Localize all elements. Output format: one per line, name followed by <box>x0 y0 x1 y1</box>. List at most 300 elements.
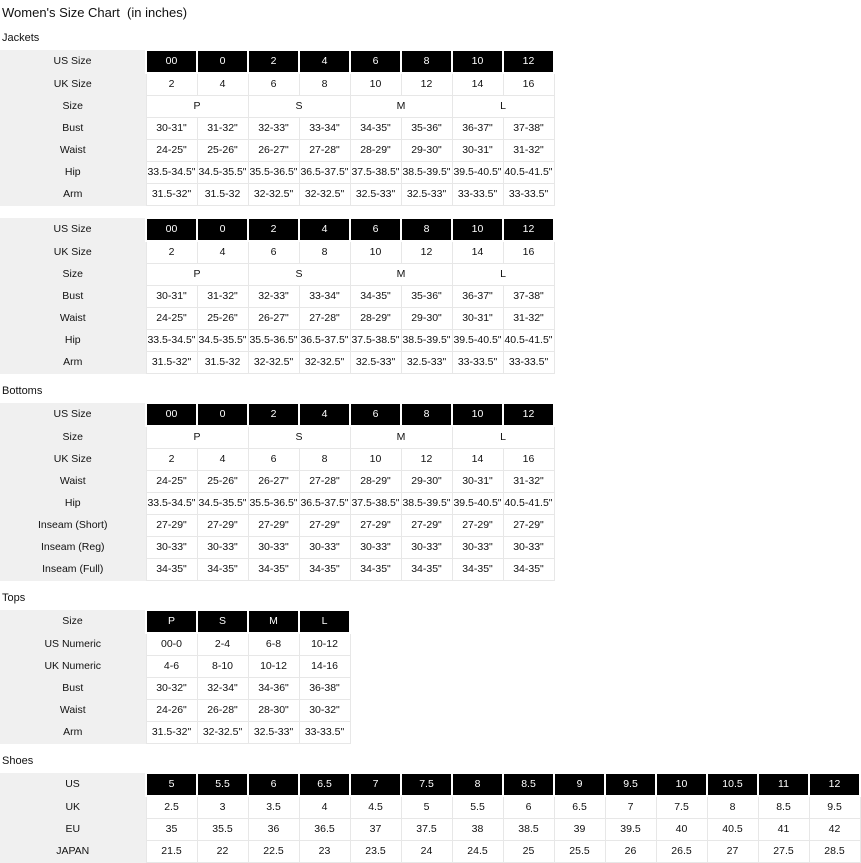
size-header-cell: 7 <box>350 773 401 796</box>
value-cell: 37.5 <box>401 819 452 841</box>
value-cell: 25 <box>503 841 554 863</box>
table-row <box>0 140 554 162</box>
value-cell: 2-4 <box>197 633 248 656</box>
row-label: Arm <box>0 184 146 206</box>
value-cell: 4 <box>197 449 248 471</box>
value-cell: 35.5-36.5" <box>248 162 299 184</box>
value-cell: S <box>248 264 350 286</box>
value-cell: 30-33" <box>401 537 452 559</box>
value-cell: 25-26" <box>197 140 248 162</box>
size-header-cell: P <box>146 610 197 633</box>
table-row <box>0 610 350 633</box>
value-cell: 33.5-34.5" <box>146 162 197 184</box>
value-cell: 27-29" <box>146 515 197 537</box>
value-cell: 27-29" <box>248 515 299 537</box>
size-header-cell: 10.5 <box>707 773 758 796</box>
value-cell: 32.5-33" <box>248 722 299 744</box>
value-cell: 33-34" <box>299 118 350 140</box>
section-label-bottoms: Bottoms <box>2 385 43 397</box>
value-cell: 30-33" <box>350 537 401 559</box>
value-cell: 14-16 <box>299 656 350 678</box>
row-label: Size <box>0 96 146 118</box>
value-cell: 31.5-32 <box>197 352 248 374</box>
value-cell: M <box>350 264 452 286</box>
value-cell: 36-37" <box>452 118 503 140</box>
size-header-cell: 4 <box>299 218 350 241</box>
value-cell: 2 <box>146 449 197 471</box>
size-header-cell: 4 <box>299 50 350 73</box>
section-shoes <box>0 755 861 863</box>
table-row <box>0 264 554 286</box>
row-label: UK Size <box>0 241 146 264</box>
size-header-cell: L <box>299 610 350 633</box>
value-cell: 00-0 <box>146 633 197 656</box>
value-cell: 34.5-35.5" <box>197 330 248 352</box>
table-row <box>0 96 554 118</box>
value-cell: 40 <box>656 819 707 841</box>
size-header-cell: S <box>197 610 248 633</box>
value-cell: 24 <box>401 841 452 863</box>
value-cell: 34-35" <box>350 286 401 308</box>
table-row <box>0 678 350 700</box>
size-header-cell: 12 <box>503 403 554 426</box>
value-cell: S <box>248 426 350 449</box>
size-chart-sections <box>0 32 861 863</box>
size-header-cell: 4 <box>299 403 350 426</box>
value-cell: 36-37" <box>452 286 503 308</box>
value-cell: M <box>350 426 452 449</box>
table-row <box>0 330 554 352</box>
value-cell: 32-33" <box>248 118 299 140</box>
value-cell: P <box>146 96 248 118</box>
row-label: US Numeric <box>0 633 146 656</box>
value-cell: 8 <box>299 241 350 264</box>
size-header-cell: 10 <box>452 50 503 73</box>
size-header-cell: 2 <box>248 50 299 73</box>
value-cell: 33-33.5" <box>452 184 503 206</box>
value-cell: 31-32" <box>503 308 554 330</box>
value-cell: 36.5-37.5" <box>299 162 350 184</box>
value-cell: 8.5 <box>758 796 809 819</box>
size-header-cell: 7.5 <box>401 773 452 796</box>
value-cell: 31-32" <box>503 140 554 162</box>
size-header-cell: 9 <box>554 773 605 796</box>
value-cell: 32.5-33" <box>401 352 452 374</box>
value-cell: 12 <box>401 241 452 264</box>
value-cell: 6-8 <box>248 633 299 656</box>
size-header-cell: 0 <box>197 50 248 73</box>
value-cell: 14 <box>452 73 503 96</box>
section-label-shoes: Shoes <box>2 755 34 767</box>
table-row <box>0 50 554 73</box>
value-cell: 39.5-40.5" <box>452 330 503 352</box>
value-cell: 8-10 <box>197 656 248 678</box>
value-cell: 34-35" <box>401 559 452 581</box>
value-cell: 38.5-39.5" <box>401 493 452 515</box>
value-cell: 24-26" <box>146 700 197 722</box>
value-cell: 30-33" <box>248 537 299 559</box>
size-header-cell: 5 <box>146 773 197 796</box>
value-cell: 25.5 <box>554 841 605 863</box>
value-cell: L <box>452 96 554 118</box>
value-cell: 22.5 <box>248 841 299 863</box>
value-cell: 34-35" <box>350 559 401 581</box>
value-cell: 41 <box>758 819 809 841</box>
row-label: Bust <box>0 286 146 308</box>
value-cell: 27-28" <box>299 471 350 493</box>
value-cell: 21.5 <box>146 841 197 863</box>
value-cell: 8 <box>299 73 350 96</box>
value-cell: 32-32.5" <box>299 184 350 206</box>
table-row <box>0 537 554 559</box>
row-label: UK Size <box>0 73 146 96</box>
size-header-cell: 8.5 <box>503 773 554 796</box>
value-cell: 24-25" <box>146 140 197 162</box>
value-cell: 25-26" <box>197 308 248 330</box>
size-header-cell: 6.5 <box>299 773 350 796</box>
size-header-cell: 6 <box>350 50 401 73</box>
value-cell: 34-35" <box>503 559 554 581</box>
value-cell: 30-31" <box>452 140 503 162</box>
value-cell: 30-32" <box>299 700 350 722</box>
value-cell: 32-32.5" <box>248 352 299 374</box>
value-cell: 12 <box>401 449 452 471</box>
table-row <box>0 559 554 581</box>
value-cell: 31.5-32" <box>146 722 197 744</box>
value-cell: 37.5-38.5" <box>350 162 401 184</box>
size-header-cell: 12 <box>809 773 860 796</box>
value-cell: 40.5-41.5" <box>503 330 554 352</box>
row-label: Size <box>0 610 146 633</box>
section-tops <box>0 592 861 744</box>
value-cell: 26-27" <box>248 471 299 493</box>
table-row <box>0 218 554 241</box>
value-cell: 32.5-33" <box>401 184 452 206</box>
value-cell: 38 <box>452 819 503 841</box>
value-cell: 30-31" <box>452 471 503 493</box>
value-cell: 33-33.5" <box>503 352 554 374</box>
size-header-cell: 12 <box>503 218 554 241</box>
value-cell: 37-38" <box>503 286 554 308</box>
table-row <box>0 515 554 537</box>
value-cell: 4 <box>299 796 350 819</box>
row-label: Hip <box>0 330 146 352</box>
value-cell: 40.5 <box>707 819 758 841</box>
value-cell: 38.5-39.5" <box>401 330 452 352</box>
size-header-cell: 00 <box>146 218 197 241</box>
value-cell: 37.5-38.5" <box>350 330 401 352</box>
value-cell: 14 <box>452 449 503 471</box>
table-row <box>0 656 350 678</box>
table-row <box>0 722 350 744</box>
row-label: Waist <box>0 471 146 493</box>
value-cell: 27-29" <box>452 515 503 537</box>
table-row <box>0 773 860 796</box>
row-label: Hip <box>0 493 146 515</box>
size-header-cell: 11 <box>758 773 809 796</box>
size-header-cell: 5.5 <box>197 773 248 796</box>
value-cell: 23.5 <box>350 841 401 863</box>
value-cell: 34-35" <box>146 559 197 581</box>
row-label: UK Size <box>0 449 146 471</box>
value-cell: 32-32.5" <box>299 352 350 374</box>
value-cell: 4 <box>197 241 248 264</box>
row-label: Waist <box>0 308 146 330</box>
row-label: US Size <box>0 218 146 241</box>
size-header-cell: 2 <box>248 218 299 241</box>
value-cell: 24-25" <box>146 471 197 493</box>
value-cell: 4.5 <box>350 796 401 819</box>
value-cell: 33-33.5" <box>299 722 350 744</box>
size-header-cell: M <box>248 610 299 633</box>
table-row <box>0 796 860 819</box>
section-jackets <box>0 32 861 374</box>
value-cell: 37.5-38.5" <box>350 493 401 515</box>
row-label: Waist <box>0 700 146 722</box>
table-row <box>0 73 554 96</box>
value-cell: 30-32" <box>146 678 197 700</box>
table-row <box>0 841 860 863</box>
size-header-cell: 10 <box>452 218 503 241</box>
value-cell: 38.5-39.5" <box>401 162 452 184</box>
value-cell: 38.5 <box>503 819 554 841</box>
size-header-cell: 6 <box>350 403 401 426</box>
value-cell: 5 <box>401 796 452 819</box>
value-cell: 28-29" <box>350 308 401 330</box>
value-cell: 6.5 <box>554 796 605 819</box>
value-cell: 32-33" <box>248 286 299 308</box>
bottoms-size-table <box>0 402 555 581</box>
row-label: UK <box>0 796 146 819</box>
value-cell: 40.5-41.5" <box>503 493 554 515</box>
row-label: Size <box>0 264 146 286</box>
value-cell: 39.5 <box>605 819 656 841</box>
value-cell: 30-33" <box>299 537 350 559</box>
size-header-cell: 0 <box>197 218 248 241</box>
value-cell: 26-27" <box>248 140 299 162</box>
value-cell: 10 <box>350 241 401 264</box>
row-label: Inseam (Reg) <box>0 537 146 559</box>
value-cell: 27-29" <box>197 515 248 537</box>
jackets-size-table-1 <box>0 49 555 206</box>
value-cell: 6 <box>248 73 299 96</box>
size-header-cell: 8 <box>401 50 452 73</box>
table-row <box>0 819 860 841</box>
size-header-cell: 8 <box>452 773 503 796</box>
value-cell: 31-32" <box>503 471 554 493</box>
size-header-cell: 10 <box>656 773 707 796</box>
value-cell: 3 <box>197 796 248 819</box>
value-cell: 26-27" <box>248 308 299 330</box>
value-cell: 9.5 <box>809 796 860 819</box>
size-header-cell: 10 <box>452 403 503 426</box>
value-cell: 14 <box>452 241 503 264</box>
row-label: Arm <box>0 352 146 374</box>
value-cell: L <box>452 264 554 286</box>
value-cell: 25-26" <box>197 471 248 493</box>
value-cell: 22 <box>197 841 248 863</box>
section-bottoms <box>0 385 861 581</box>
size-header-cell: 12 <box>503 50 554 73</box>
value-cell: 23 <box>299 841 350 863</box>
table-row <box>0 184 554 206</box>
value-cell: 39 <box>554 819 605 841</box>
value-cell: 8 <box>299 449 350 471</box>
value-cell: 16 <box>503 241 554 264</box>
value-cell: 40.5-41.5" <box>503 162 554 184</box>
value-cell: 27-28" <box>299 308 350 330</box>
value-cell: 6 <box>248 241 299 264</box>
value-cell: 26.5 <box>656 841 707 863</box>
size-header-cell: 00 <box>146 50 197 73</box>
value-cell: 35-36" <box>401 118 452 140</box>
table-row <box>0 162 554 184</box>
row-label: US <box>0 773 146 796</box>
value-cell: 36.5 <box>299 819 350 841</box>
table-row <box>0 700 350 722</box>
table-row <box>0 352 554 374</box>
value-cell: L <box>452 426 554 449</box>
row-label: Inseam (Short) <box>0 515 146 537</box>
value-cell: 32-34" <box>197 678 248 700</box>
row-label: UK Numeric <box>0 656 146 678</box>
value-cell: 27-29" <box>299 515 350 537</box>
section-label-tops: Tops <box>2 592 26 604</box>
value-cell: 27.5 <box>758 841 809 863</box>
value-cell: 4-6 <box>146 656 197 678</box>
page-title: Women's Size Chart (in inches) <box>2 5 188 20</box>
value-cell: 30-33" <box>452 537 503 559</box>
size-header-cell: 0 <box>197 403 248 426</box>
size-header-cell: 8 <box>401 403 452 426</box>
value-cell: 31.5-32" <box>146 184 197 206</box>
value-cell: 35.5 <box>197 819 248 841</box>
value-cell: 33-33.5" <box>503 184 554 206</box>
value-cell: 35.5-36.5" <box>248 330 299 352</box>
table-row <box>0 493 554 515</box>
value-cell: 34-35" <box>350 118 401 140</box>
value-cell: 4 <box>197 73 248 96</box>
value-cell: 27-29" <box>401 515 452 537</box>
value-cell: 33-34" <box>299 286 350 308</box>
value-cell: 35-36" <box>401 286 452 308</box>
table-row <box>0 286 554 308</box>
value-cell: 8 <box>707 796 758 819</box>
table-row <box>0 633 350 656</box>
value-cell: 36.5-37.5" <box>299 330 350 352</box>
value-cell: 31-32" <box>197 286 248 308</box>
value-cell: 30-31" <box>452 308 503 330</box>
value-cell: 39.5-40.5" <box>452 493 503 515</box>
table-row <box>0 403 554 426</box>
value-cell: 27 <box>707 841 758 863</box>
size-header-cell: 9.5 <box>605 773 656 796</box>
value-cell: 30-33" <box>197 537 248 559</box>
table-row <box>0 449 554 471</box>
value-cell: 28-29" <box>350 140 401 162</box>
value-cell: 16 <box>503 449 554 471</box>
value-cell: 30-31" <box>146 286 197 308</box>
row-label: Hip <box>0 162 146 184</box>
value-cell: 33-33.5" <box>452 352 503 374</box>
value-cell: 16 <box>503 73 554 96</box>
value-cell: 35.5-36.5" <box>248 493 299 515</box>
size-header-cell: 8 <box>401 218 452 241</box>
value-cell: 34.5-35.5" <box>197 162 248 184</box>
value-cell: 27-28" <box>299 140 350 162</box>
value-cell: 5.5 <box>452 796 503 819</box>
size-header-cell: 2 <box>248 403 299 426</box>
value-cell: 12 <box>401 73 452 96</box>
value-cell: 29-30" <box>401 140 452 162</box>
value-cell: 37 <box>350 819 401 841</box>
value-cell: 24.5 <box>452 841 503 863</box>
value-cell: 28.5 <box>809 841 860 863</box>
value-cell: 35 <box>146 819 197 841</box>
value-cell: 10 <box>350 73 401 96</box>
value-cell: 7 <box>605 796 656 819</box>
table-row <box>0 308 554 330</box>
row-label: Bust <box>0 678 146 700</box>
value-cell: 10 <box>350 449 401 471</box>
value-cell: 30-33" <box>503 537 554 559</box>
value-cell: 37-38" <box>503 118 554 140</box>
row-label: JAPAN <box>0 841 146 863</box>
value-cell: 34-35" <box>452 559 503 581</box>
tops-size-table <box>0 609 351 744</box>
value-cell: 2.5 <box>146 796 197 819</box>
value-cell: 28-30" <box>248 700 299 722</box>
value-cell: 32.5-33" <box>350 352 401 374</box>
value-cell: 36-38" <box>299 678 350 700</box>
row-label: US Size <box>0 50 146 73</box>
jackets-size-table-2 <box>0 217 555 374</box>
value-cell: 36 <box>248 819 299 841</box>
value-cell: 27-29" <box>503 515 554 537</box>
shoes-size-table <box>0 772 861 863</box>
value-cell: S <box>248 96 350 118</box>
size-header-cell: 00 <box>146 403 197 426</box>
value-cell: 29-30" <box>401 308 452 330</box>
value-cell: 31.5-32 <box>197 184 248 206</box>
value-cell: 28-29" <box>350 471 401 493</box>
row-label: Bust <box>0 118 146 140</box>
row-label: Arm <box>0 722 146 744</box>
value-cell: 26-28" <box>197 700 248 722</box>
value-cell: 2 <box>146 241 197 264</box>
value-cell: 7.5 <box>656 796 707 819</box>
value-cell: 26 <box>605 841 656 863</box>
value-cell: 33.5-34.5" <box>146 330 197 352</box>
value-cell: 24-25" <box>146 308 197 330</box>
value-cell: 6 <box>248 449 299 471</box>
value-cell: 3.5 <box>248 796 299 819</box>
size-header-cell: 6 <box>350 218 401 241</box>
value-cell: 30-33" <box>146 537 197 559</box>
value-cell: 31.5-32" <box>146 352 197 374</box>
table-row <box>0 471 554 493</box>
row-label: Waist <box>0 140 146 162</box>
value-cell: 32-32.5" <box>197 722 248 744</box>
value-cell: 32.5-33" <box>350 184 401 206</box>
value-cell: 10-12 <box>299 633 350 656</box>
value-cell: 33.5-34.5" <box>146 493 197 515</box>
value-cell: 36.5-37.5" <box>299 493 350 515</box>
value-cell: 27-29" <box>350 515 401 537</box>
table-row <box>0 426 554 449</box>
table-row <box>0 241 554 264</box>
row-label: Size <box>0 426 146 449</box>
